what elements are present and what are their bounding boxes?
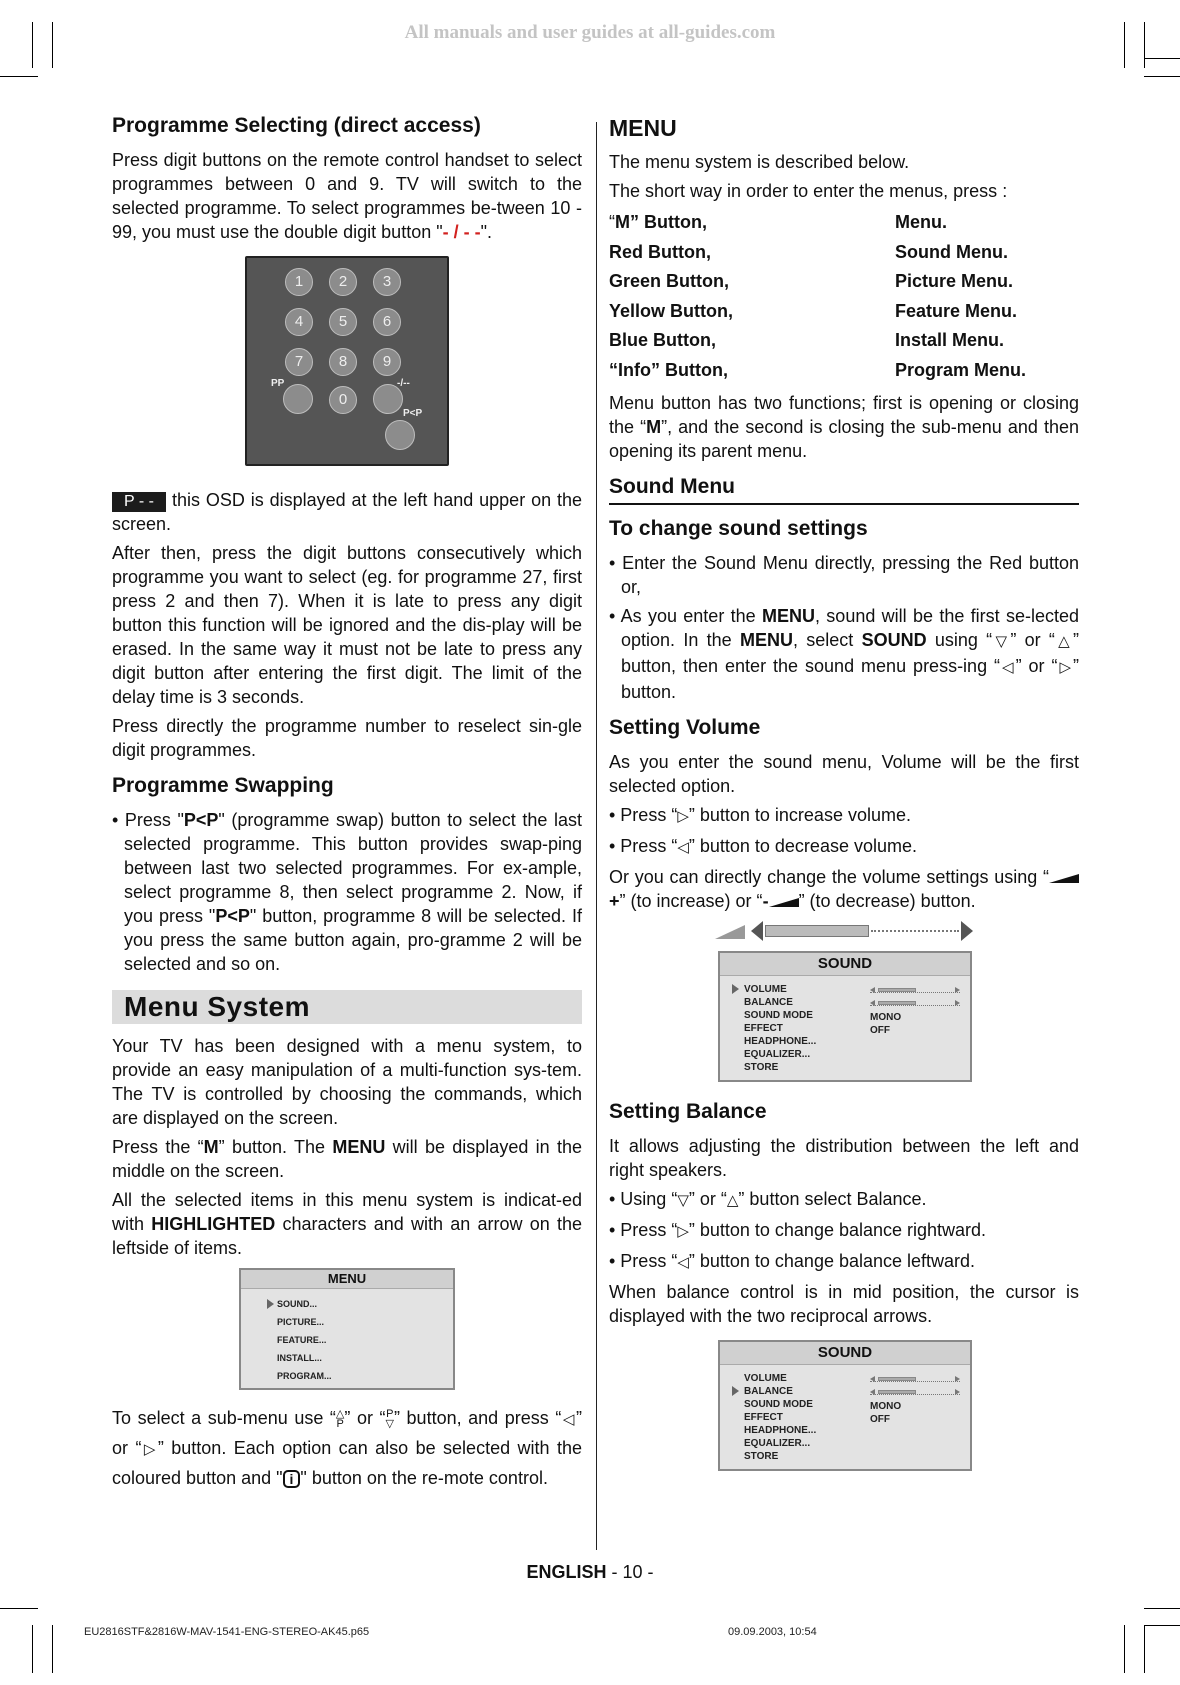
heading-menu-system: Menu System (112, 990, 582, 1024)
volume-bar-illustration (715, 921, 975, 943)
volume-slider (870, 1376, 960, 1382)
left-triangle-icon: ◁ (561, 1411, 576, 1428)
button-menu-row (609, 238, 1079, 268)
sound-osd-item: BALANCE (744, 1386, 793, 1397)
left-column (112, 112, 582, 1497)
menu-name: Picture Menu. (895, 271, 1014, 291)
right-triangle-icon: ▷ (141, 1441, 158, 1458)
sound-osd-item: BALANCE (744, 997, 793, 1008)
menu-osd-item: PICTURE... (277, 1317, 325, 1327)
osd-badge: P - - (112, 492, 166, 512)
digit-button-4: 4 (285, 308, 313, 336)
button-menu-row (609, 267, 1079, 297)
page-footer: ENGLISH - 10 - (526, 1562, 654, 1582)
pp-button (283, 384, 313, 414)
paragraph-volume: As you enter the sound menu, Volume will be the first selected option. (609, 752, 1079, 796)
digit-button-1: 1 (285, 268, 313, 296)
heading-programme-swapping: Programme Swapping (112, 774, 334, 797)
button-menu-table (609, 208, 1079, 385)
crop-mark (32, 22, 33, 68)
crop-mark (52, 22, 53, 68)
menu-osd-item: PROGRAM... (277, 1371, 332, 1381)
paragraph-submenu: To select a sub-menu use “△ P” or “P ▽” button, and press “◁” or “▷” button. Each option can also be selected with the coloured button and " i " button on the re-mote control. (112, 1408, 582, 1488)
sound-osd-item: SOUND MODE (744, 1010, 813, 1021)
sound-osd-item: SOUND MODE (744, 1399, 813, 1410)
volume-level-empty (871, 930, 959, 932)
crop-mark (52, 1625, 53, 1673)
paragraph-system-2: Press the “M” button. The MENU will be displayed in the middle on the screen. (112, 1137, 582, 1181)
down-triangle-icon: ▽ (677, 1192, 689, 1209)
paragraph-osd: P - - this OSD is displayed at the left hand upper on the screen. (112, 490, 582, 534)
sound-osd-volume-illustration (718, 951, 972, 1082)
menu-name: Sound Menu. (895, 241, 1008, 262)
digit-button-2: 2 (329, 268, 357, 296)
menu-name: Install Menu. (895, 330, 1005, 350)
up-p-icon: △ P (335, 1408, 345, 1431)
menu-osd-item: FEATURE... (277, 1335, 327, 1345)
watermark: All manuals and user guides at all-guides.com (404, 22, 776, 43)
sound-osd-item: EQUALIZER... (744, 1049, 811, 1060)
paragraph-after: After then, press the digit buttons consecutively which programme you want to select (eg. for programme 27, first press 2 and then 7). When it is late to press any digit button this function will be ignored and the dis-play will be erased. In the same way it must not be late to press any digit button after entering the first digit. The limit of the delay time is 3 seconds. (112, 543, 582, 707)
volume-ramp-icon (715, 925, 745, 939)
left-triangle-icon: ◁ (677, 839, 689, 856)
heading-setting-volume: Setting Volume (609, 716, 761, 739)
effect-value: OFF (870, 1414, 890, 1425)
paragraph-system-1: Your TV has been designed with a menu system, to provide an easy manipulation of a multi-function sys-tem. The TV is controlled by choosing the commands, which are displayed on the screen. (112, 1036, 582, 1128)
crop-mark (1144, 1625, 1145, 1673)
effect-value: OFF (870, 1025, 890, 1036)
sound-osd-item: EFFECT (744, 1023, 783, 1034)
footer-filename: EU2816STF&2816W-MAV-1541-ENG-STEREO-AK45.p65 (84, 1626, 370, 1638)
right-triangle-icon: ▷ (1057, 659, 1074, 676)
digit-button-9: 9 (373, 348, 401, 376)
balance-slider (870, 1000, 960, 1006)
selection-arrow-icon (732, 984, 739, 994)
info-button-icon: i (283, 1470, 301, 1488)
button-name: Yellow Button, (609, 300, 733, 321)
sound-osd-item: STORE (744, 1062, 779, 1073)
crop-mark (1144, 58, 1180, 59)
crop-mark (1144, 76, 1180, 77)
sound-osd-balance-illustration (718, 1340, 972, 1471)
paragraph-volume-direct: Or you can directly change the volume settings using “+” (to increase) or “- ” (to decrease) button. (609, 865, 1079, 913)
crop-mark (0, 76, 38, 77)
heading-direct-access: Programme Selecting (direct access) (112, 114, 481, 137)
volume-slider (870, 987, 960, 993)
heading-sound-menu: Sound Menu (609, 473, 1079, 505)
crop-mark (1144, 1625, 1180, 1626)
button-name: “Info” Button, (609, 359, 728, 380)
volume-ramp-icon (1049, 874, 1079, 883)
sound-osd-item: HEADPHONE... (744, 1036, 817, 1047)
balance-slider (870, 1389, 960, 1395)
crop-mark (1124, 1625, 1125, 1673)
digit-button-0: 0 (329, 386, 357, 414)
heading-menu: MENU (609, 115, 677, 141)
sound-osd-title: SOUND (720, 1342, 970, 1365)
right-arrow-icon (961, 921, 973, 941)
paragraph-direct-access: Press digit buttons on the remote control handset to select programmes between 0 and 9. TV will switch to the selected programme. To select programmes be-tween 10 - 99, you must use the double digit button "- / - -". (112, 150, 582, 242)
column-divider (596, 122, 597, 1550)
crop-mark (1144, 22, 1145, 68)
volume-ramp-icon (769, 898, 799, 907)
footer-date: 09.09.2003, 10:54 (728, 1626, 817, 1638)
button-name: “M” Button, (609, 212, 707, 232)
sound-osd-item: EFFECT (744, 1412, 783, 1423)
digit-button-6: 6 (373, 308, 401, 336)
sound-osd-item: VOLUME (744, 1373, 787, 1384)
button-menu-row (609, 326, 1079, 356)
menu-name: Program Menu. (895, 359, 1027, 380)
bullet-volume-decrease: • Press “◁” button to decrease volume. (609, 836, 917, 856)
down-triangle-icon: ▽ (992, 633, 1011, 650)
sound-mode-value: MONO (870, 1401, 902, 1412)
button-name: Blue Button, (609, 330, 716, 350)
digit-button-7: 7 (285, 348, 313, 376)
sound-osd-title: SOUND (720, 953, 970, 976)
digit-button-8: 8 (329, 348, 357, 376)
paragraph-reselect: Press directly the programme number to reselect sin-gle digit programmes. (112, 716, 582, 760)
digit-button-5: 5 (329, 308, 357, 336)
paragraph-menu-3: Menu button has two functions; first is opening or closing the “M”, and the second is closing the sub-menu and then opening its parent menu. (609, 393, 1079, 461)
selection-arrow-icon (267, 1299, 274, 1309)
sound-mode-value: MONO (870, 1012, 902, 1023)
menu-osd-item: INSTALL... (277, 1353, 322, 1363)
remote-label: PP (271, 378, 285, 389)
menu-osd-title: MENU (241, 1270, 453, 1289)
bullet-volume-increase: • Press “▷” button to increase volume. (609, 805, 911, 825)
menu-name: Menu. (895, 212, 947, 232)
left-triangle-icon: ◁ (677, 1254, 689, 1271)
left-arrow-icon (751, 921, 763, 941)
button-menu-row (609, 356, 1079, 386)
right-triangle-icon: ▷ (677, 1223, 689, 1240)
menu-osd-item: SOUND... (277, 1299, 318, 1309)
left-triangle-icon: ◁ (1000, 659, 1016, 676)
volume-level-fill (765, 925, 869, 937)
up-triangle-icon: △ (1054, 633, 1074, 650)
remote-keypad-illustration (245, 256, 449, 466)
sound-osd-item: VOLUME (744, 984, 787, 995)
crop-mark (1144, 1608, 1180, 1609)
bullet-as-you-enter: • As you enter the MENU, sound will be the first se-lected option. In the MENU, select SOUND using “▽” or “△” button, then enter the sound menu press-ing “◁” or “▷” button. (609, 606, 1080, 702)
button-name: Red Button, (609, 241, 711, 262)
right-column (609, 112, 1079, 1471)
button-name: Green Button, (609, 271, 729, 291)
sound-osd-item: EQUALIZER... (744, 1438, 811, 1449)
right-triangle-icon: ▷ (677, 808, 689, 825)
menu-name: Feature Menu. (895, 300, 1018, 321)
paragraph-balance-mid: When balance control is in mid position, the cursor is displayed with the two reciprocal arrows. (609, 1282, 1079, 1326)
remote-label: -/-- (397, 378, 410, 389)
crop-mark (1124, 22, 1125, 68)
bullet-balance-right: • Press “▷” button to change balance rightward. (609, 1220, 987, 1240)
bullet-swap: • Press "P<P" (programme swap) button to select the last selected programme. This button provides swap-ping between last two selected programmes. For ex-ample, select programme 8, then select programme 2. Now, if you press "P<P" button, programme 8 will be selected. If you press the same button again, pro-gramme 2 will be selected and so on. (112, 810, 583, 974)
remote-label: P<P (403, 408, 423, 419)
paragraph-menu-2: The short way in order to enter the menus, press : (609, 181, 1008, 201)
bullet-balance-select: • Using “▽” or “△” button select Balance. (609, 1189, 927, 1209)
button-menu-row (609, 297, 1079, 327)
bullet-enter-sound: • Enter the Sound Menu directly, pressing the Red button or, (609, 553, 1079, 597)
down-p-icon: P ▽ (385, 1408, 394, 1431)
up-triangle-icon: △ (726, 1192, 739, 1209)
heading-change-sound: To change sound settings (609, 517, 868, 540)
digit-button-3: 3 (373, 268, 401, 296)
heading-setting-balance: Setting Balance (609, 1100, 767, 1123)
swap-button (385, 420, 415, 450)
sound-osd-item: HEADPHONE... (744, 1425, 817, 1436)
menu-osd-illustration (239, 1268, 455, 1390)
button-menu-row (609, 208, 1079, 238)
crop-mark (32, 1625, 33, 1673)
paragraph-menu-1: The menu system is described below. (609, 152, 910, 172)
bullet-balance-left: • Press “◁” button to change balance leftward. (609, 1251, 976, 1271)
paragraph-balance: It allows adjusting the distribution between the left and right speakers. (609, 1136, 1079, 1180)
sound-osd-item: STORE (744, 1451, 779, 1462)
selection-arrow-icon (732, 1386, 739, 1396)
crop-mark (0, 1608, 38, 1609)
paragraph-system-3: All the selected items in this menu system is indicat-ed with HIGHLIGHTED characters and with an arrow on the leftside of items. (112, 1190, 583, 1258)
